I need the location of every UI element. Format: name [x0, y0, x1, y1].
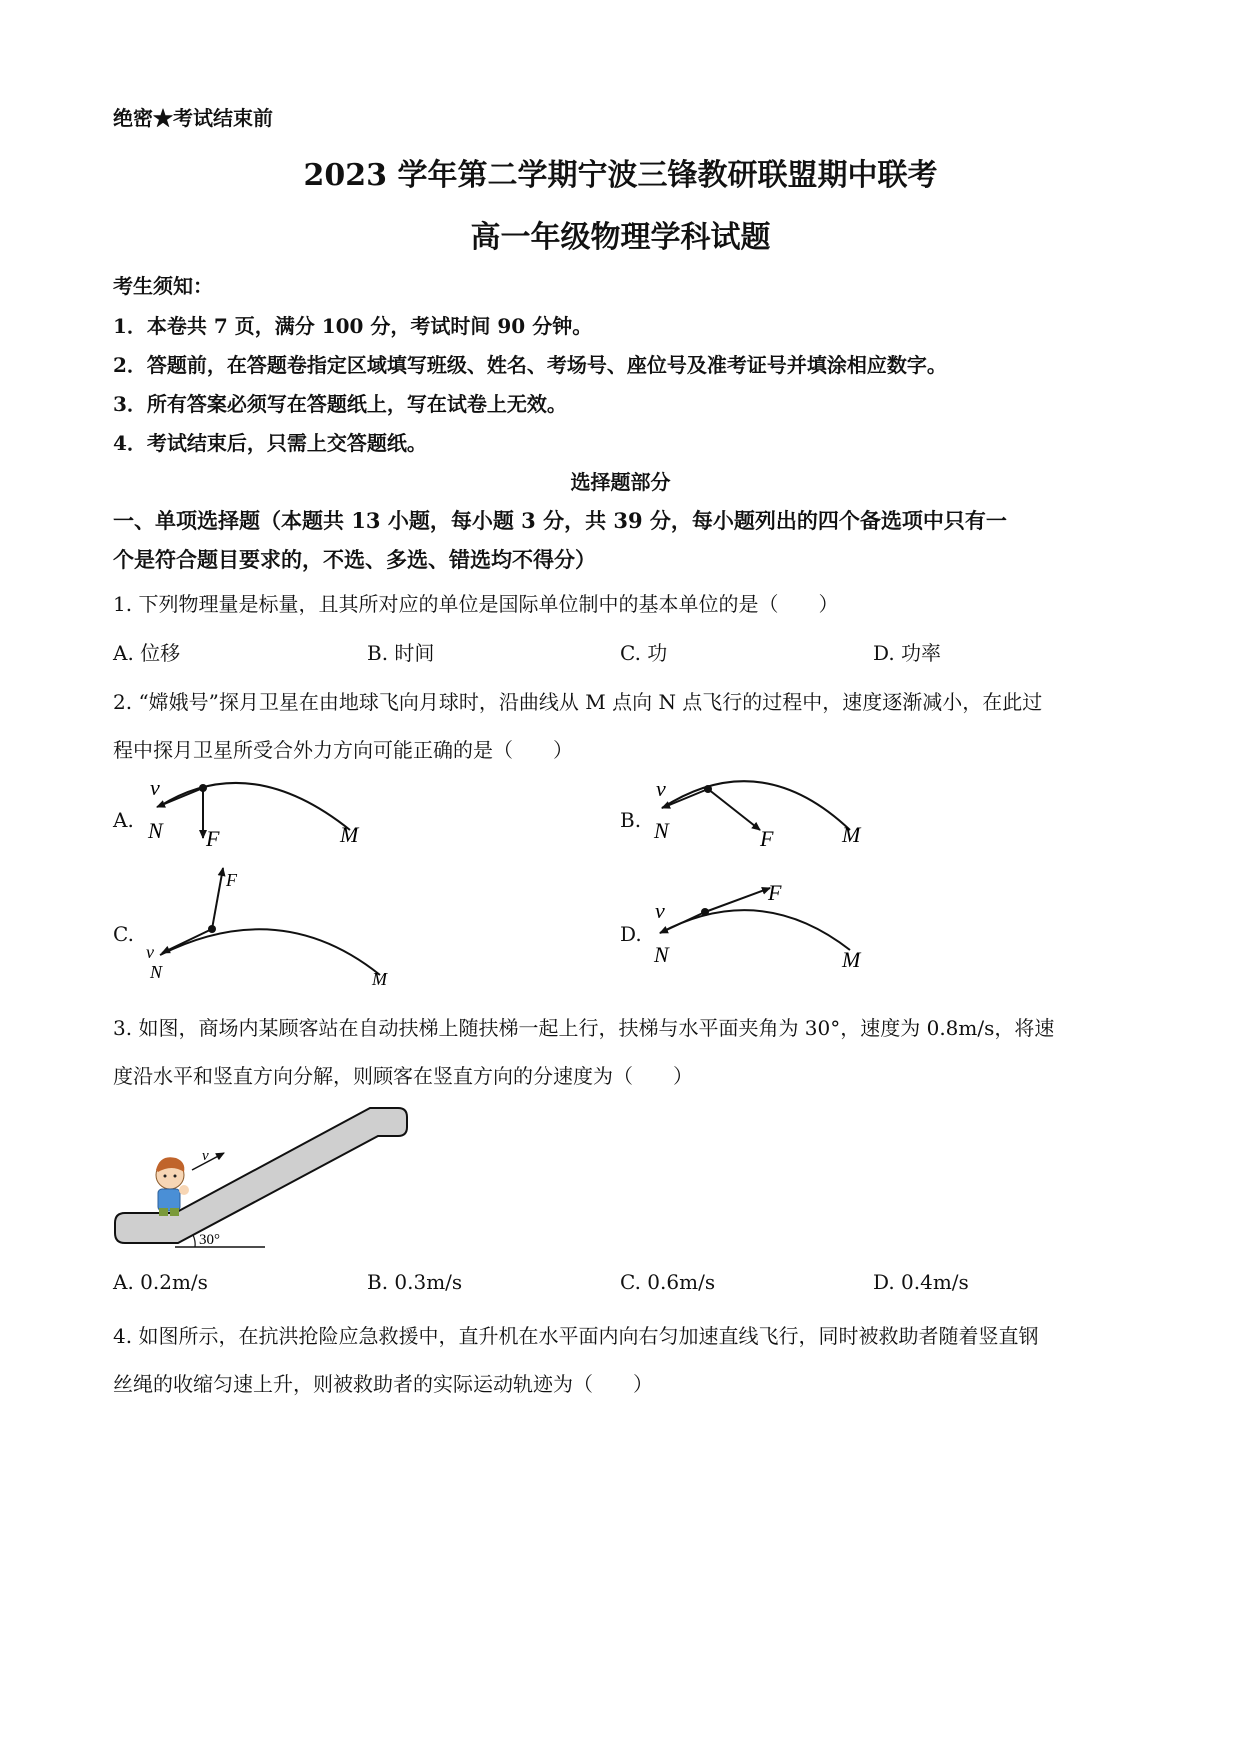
q1-option-d: D. 功率: [873, 641, 942, 665]
q2a-m-label: M: [340, 822, 359, 847]
notice-heading: 考生须知：: [113, 274, 213, 298]
question-4-line2: 丝绳的收缩匀速上升，则被救助者的实际运动轨迹为（ ）: [113, 1372, 653, 1396]
question-3-line1: 3. 如图，商场内某顾客站在自动扶梯上随扶梯一起上行，扶梯与水平面夹角为 30°，速度为 0.8m/s，将速: [113, 1016, 1055, 1040]
q3-option-b: B. 0.3m/s: [367, 1270, 463, 1294]
part-heading: 选择题部分: [570, 470, 671, 494]
notice-item-1: 1．本卷共 7 页，满分 100 分，考试时间 90 分钟。: [113, 314, 593, 338]
exam-title: 2023 学年第二学期宁波三锋教研联盟期中联考: [303, 158, 938, 193]
q3-angle-label: 30°: [199, 1232, 220, 1248]
q2b-n-label: N: [654, 818, 669, 843]
q2d-m-label: M: [842, 947, 861, 972]
q1-option-c: C. 功: [620, 641, 668, 665]
q3-option-a: A. 0.2m/s: [113, 1270, 208, 1294]
notice-item-4: 4．考试结束后，只需上交答题纸。: [113, 431, 427, 455]
notice-item-2: 2．答题前，在答题卷指定区域填写班级、姓名、考场号、座位号及准考证号并填涂相应数字。: [113, 353, 947, 377]
q2d-n-label: N: [654, 942, 669, 967]
q2-option-d-label: D.: [620, 922, 642, 946]
question-4-line1: 4. 如图所示，在抗洪抢险应急救援中，直升机在水平面内向右匀加速直线飞行，同时被救助者随着竖直钢: [113, 1324, 1039, 1348]
section-heading-line2: 个是符合题目要求的，不选、多选、错选均不得分）: [113, 547, 596, 572]
q3-escalator-figure: [115, 1108, 407, 1248]
question-1-stem: 1. 下列物理量是标量，且其所对应的单位是国际单位制中的基本单位的是（ ）: [113, 592, 839, 616]
q1-option-a: A. 位移: [113, 641, 181, 665]
q3-v-label: v: [202, 1148, 209, 1164]
q2-option-c-label: C.: [113, 922, 134, 946]
q2b-m-label: M: [842, 822, 861, 847]
notice-item-3: 3．所有答案必须写在答题纸上，写在试卷上无效。: [113, 392, 567, 416]
q3-option-d: D. 0.4m/s: [873, 1270, 969, 1294]
q2b-f-label: F: [760, 826, 774, 851]
q2-option-a-label: A.: [113, 808, 134, 832]
question-2-line2: 程中探月卫星所受合外力方向可能正确的是（ ）: [113, 738, 573, 762]
q2-diagram-c: [146, 868, 388, 989]
secret-label: 绝密★考试结束前: [113, 106, 273, 130]
q2a-v-label: v: [150, 775, 160, 800]
q2-diagram-a: [147, 775, 360, 851]
q2-option-b-label: B.: [620, 808, 642, 832]
question-2-line1: 2. “嫦娥号”探月卫星在由地球飞向月球时，沿曲线从 M 点向 N 点飞行的过程中，速度逐渐减小，在此过: [113, 690, 1043, 714]
q2a-f-label: F: [206, 826, 220, 851]
q2c-m-label: M: [372, 969, 387, 989]
section-heading-line1: 一、单项选择题（本题共 13 小题，每小题 3 分，共 39 分，每小题列出的四个备选项中只有一: [113, 508, 1007, 533]
q2d-f-label: F: [768, 880, 782, 905]
exam-subtitle: 高一年级物理学科试题: [470, 220, 771, 255]
q2c-f-label: F: [226, 870, 237, 890]
q2-diagram-b: [653, 776, 862, 851]
q2-diagram-d: [653, 880, 862, 972]
q2b-v-label: v: [656, 776, 666, 801]
q2c-n-label: N: [150, 962, 163, 982]
q3-option-c: C. 0.6m/s: [620, 1270, 716, 1294]
q2d-v-label: v: [655, 898, 665, 923]
q2a-n-label: N: [148, 818, 163, 843]
question-3-line2: 度沿水平和竖直方向分解，则顾客在竖直方向的分速度为（ ）: [113, 1064, 693, 1088]
q1-option-b: B. 时间: [367, 641, 435, 665]
q2c-v-label: v: [146, 942, 154, 962]
